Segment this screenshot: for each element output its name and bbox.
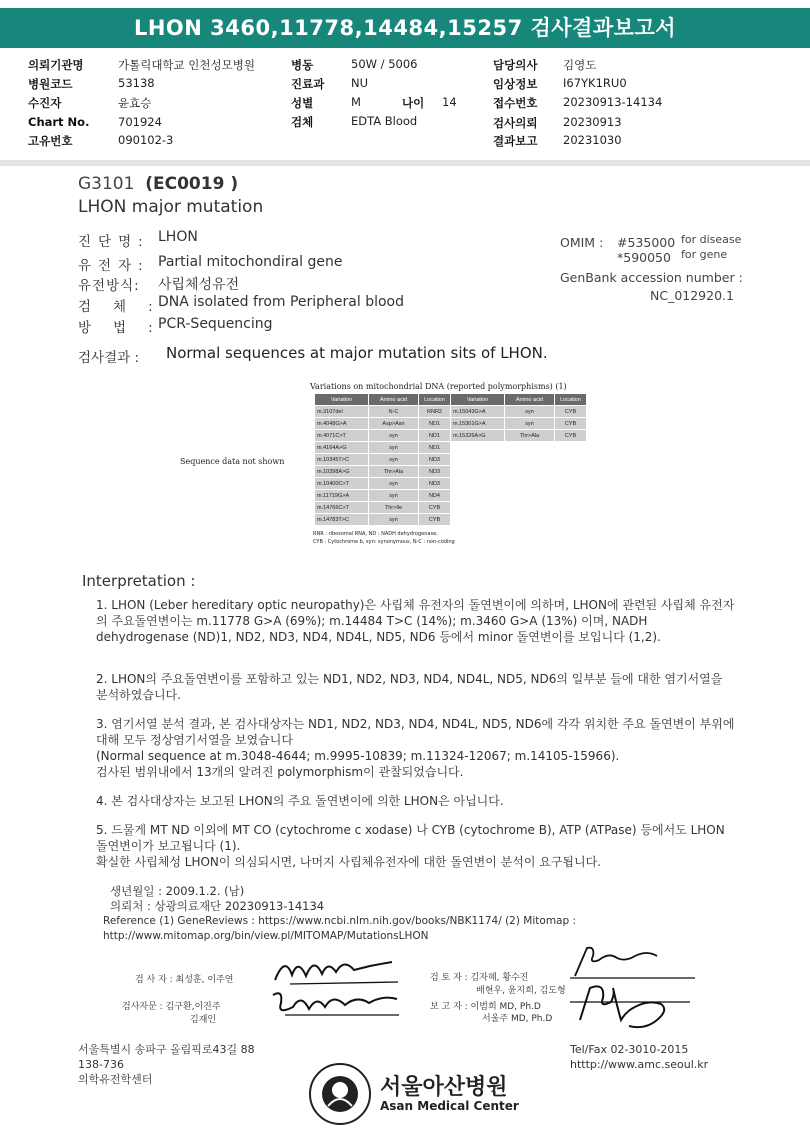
table-row xyxy=(315,418,451,430)
reference-line-1: Reference (1) GeneReviews : https://www.ncbi.nlm.nih.gov/books/NBK1174/ (2) Mitomap : xyxy=(103,915,577,927)
variation-cell: m.14766C>T xyxy=(315,502,369,514)
patient-label: 수진자 xyxy=(28,96,62,110)
variation-cell: m.15301G>A xyxy=(451,418,505,430)
patient-value: 윤효승 xyxy=(118,96,152,110)
institution-label: 의뢰기관명 xyxy=(28,58,84,72)
amino-acid-cell: syn xyxy=(369,514,419,526)
report-date-value: 20231030 xyxy=(563,133,622,147)
amino-acid-cell: syn xyxy=(505,418,555,430)
variation-cell: m.11719G>A xyxy=(315,490,369,502)
asan-foundation-seal-icon xyxy=(308,1062,372,1126)
gene-value: Partial mitochondiral gene xyxy=(158,254,343,270)
reviewer-signature xyxy=(565,942,700,982)
table-row xyxy=(315,442,451,454)
location-cell: ND3 xyxy=(419,454,451,466)
unique-no-value: 090102-3 xyxy=(118,133,174,147)
reviewer-label-2: 배현우, 윤지희, 김도형 xyxy=(476,986,566,996)
table-row xyxy=(315,466,451,478)
column-header-location: Location xyxy=(555,394,587,406)
institution-value: 가톨릭대학교 인천성모병원 xyxy=(118,58,255,72)
ward-value: 50W / 5006 xyxy=(351,57,418,71)
advisor-signature xyxy=(265,985,405,1021)
amino-acid-cell: syn xyxy=(369,430,419,442)
age-label: 나이 xyxy=(402,96,425,110)
interpretation-paragraph-5b: 확실한 사립체성 LHON이 의심되시면, 나머지 사립체유전자에 대한 돌연변이 분석이 요구됩니다. xyxy=(96,855,601,869)
doctor-label: 담당의사 xyxy=(493,58,538,72)
location-cell: CYB xyxy=(419,502,451,514)
table-row xyxy=(315,406,451,418)
location-cell: ND4 xyxy=(419,490,451,502)
variation-cell: m.15326A>G xyxy=(451,430,505,442)
address-line-2: 138-736 xyxy=(78,1058,124,1071)
sex-value: M xyxy=(351,95,361,109)
result-value: Normal sequences at major mutation sits of LHON. xyxy=(166,344,548,362)
interpretation-paragraph-2: 2. LHON의 주요돌연변이를 포함하고 있는 ND1, ND2, ND3, ND4, ND4L, ND5, ND6의 일부분 들에 대한 염기서열을 분석하였습니다. xyxy=(96,672,723,702)
table-body-right xyxy=(451,406,587,442)
omim-gene-note: for gene xyxy=(681,248,728,261)
table-footnote-line-1: RNR : ribosomal RNA, ND : NADH dehydrogenase, xyxy=(313,531,438,537)
location-cell: CYB xyxy=(555,418,587,430)
specimen-value: EDTA Blood xyxy=(351,114,418,128)
variation-cell: m.4071C>T xyxy=(315,430,369,442)
location-cell: ND3 xyxy=(419,478,451,490)
amino-acid-cell: syn xyxy=(369,454,419,466)
chart-no-value: 701924 xyxy=(118,115,162,129)
result-label: 검사결과 : xyxy=(78,350,140,366)
interpretation-paragraph-4: 4. 본 검사대상자는 보고된 LHON의 주요 돌연변이에 의한 LHON은 아닙니다. xyxy=(96,794,504,808)
variation-cell: m.4164A>G xyxy=(315,442,369,454)
polymorphism-table-left xyxy=(314,393,451,526)
hospital-logo-english: Asan Medical Center xyxy=(380,1099,519,1113)
amino-acid-cell: syn xyxy=(505,406,555,418)
location-cell: CYB xyxy=(419,514,451,526)
table-row xyxy=(315,514,451,526)
table-row xyxy=(315,490,451,502)
test-code-value: G3101 xyxy=(78,174,135,194)
polymorphism-table-right xyxy=(450,393,587,442)
table-row xyxy=(451,430,587,442)
hospital-code-value: 53138 xyxy=(118,76,155,90)
footer-contact xyxy=(570,1042,708,1072)
polymorphism-caption: Variations on mitochondrial DNA (reported polymorphisms) (1) xyxy=(310,382,567,391)
variation-cell: m.10345T>C xyxy=(315,454,369,466)
amino-acid-cell: Thr>Ala xyxy=(505,430,555,442)
column-header-variation: Variation xyxy=(451,394,505,406)
variation-cell: m.10398A>G xyxy=(315,466,369,478)
column-header-variation: Variation xyxy=(315,394,369,406)
amino-acid-cell: Asp>Asn xyxy=(369,418,419,430)
interpretation-paragraph-3a: 3. 염기서열 분석 결과, 본 검사대상자는 ND1, ND2, ND3, ND4, ND4L, ND5, ND6에 각각 위치한 주요 돌연변이 부위에 대해 모두 정상염기서열을 보였습니다 xyxy=(96,717,735,747)
variation-cell: m.4048G>A xyxy=(315,418,369,430)
advisor-label-2: 김재인 xyxy=(190,1015,217,1025)
omim-disease: #535000 xyxy=(617,235,676,250)
amino-acid-cell: Thr>Ile xyxy=(369,502,419,514)
website: htttp://www.amc.seoul.kr xyxy=(570,1058,709,1071)
location-cell: RNR2 xyxy=(419,406,451,418)
inheritance-value: 사립체성유전 xyxy=(158,277,240,293)
clinical-info-value: I67YK1RU0 xyxy=(563,76,627,90)
genbank-label: GenBank accession number : xyxy=(560,270,743,285)
reference-line-2: http://www.mitomap.org/bin/view.pl/MITOMAP/MutationsLHON xyxy=(103,930,429,942)
interpretation-paragraph-3c: 검사된 범위내에서 13개의 알려진 polymorphism이 관찰되었습니다. xyxy=(96,765,464,779)
column-header-amino-acid: Amino acid xyxy=(369,394,419,406)
requester: 의뢰처 : 상광의료재단 20230913-14134 xyxy=(110,899,325,913)
birth-date: 생년월일 : 2009.1.2. (남) xyxy=(110,884,245,898)
table-row xyxy=(315,454,451,466)
request-date-label: 검사의뢰 xyxy=(493,116,538,130)
column-header-amino-acid: Amino acid xyxy=(505,394,555,406)
table-footnote xyxy=(313,530,455,546)
column-header-location: Location xyxy=(419,394,451,406)
tel-fax: Tel/Fax 02-3010-2015 xyxy=(570,1043,689,1056)
report-date-label: 결과보고 xyxy=(493,134,538,148)
method-label: 방법: xyxy=(78,320,175,336)
department-label: 진료과 xyxy=(291,77,325,91)
table-row xyxy=(451,406,587,418)
header-divider xyxy=(0,160,810,166)
age-value: 14 xyxy=(442,95,457,109)
location-cell: ND3 xyxy=(419,466,451,478)
footer-address xyxy=(78,1042,255,1087)
report-title-banner: LHON 3460,11778,14484,15257 검사결과보고서 xyxy=(0,8,810,48)
variation-cell: m.15043G>A xyxy=(451,406,505,418)
location-cell: CYB xyxy=(555,406,587,418)
specimen-dna-value: DNA isolated from Peripheral blood xyxy=(158,294,405,310)
omim-gene: *590050 xyxy=(617,250,671,265)
variation-cell: m.3107del xyxy=(315,406,369,418)
reporter-label-2: 서울주 MD, Ph.D xyxy=(482,1014,553,1024)
interpretation-paragraph-1: 1. LHON (Leber hereditary optic neuropathy)은 사립체 유전자의 돌연변이에 의하며, LHON에 관련된 사립체 유전자의 주요돌연변이는 m.11778 G>A (69%); m.14484 T>C (14%); m.3460 G>A (13%) 이며, NADH dehydrogenase (ND)1, ND2, ND3, ND4, ND4L, ND5, ND6 등에서 minor 돌연변이를 보입니다 (1,2). xyxy=(96,598,735,644)
chart-no-label: Chart No. xyxy=(28,115,90,129)
clinical-info-label: 임상정보 xyxy=(493,77,538,91)
amino-acid-cell: syn xyxy=(369,478,419,490)
hospital-code-label: 병원코드 xyxy=(28,77,73,91)
address-line-3: 의학유전학센터 xyxy=(78,1073,153,1086)
patient-info-header xyxy=(0,52,810,156)
location-cell: CYB xyxy=(555,430,587,442)
specimen-dna-label: 검체: xyxy=(78,299,175,315)
request-date-value: 20230913 xyxy=(563,115,622,129)
doctor-value: 김영도 xyxy=(563,58,597,72)
ward-label: 병동 xyxy=(291,58,314,72)
amino-acid-cell: N-C xyxy=(369,406,419,418)
sequence-note: Sequence data not shown xyxy=(180,457,285,466)
hospital-logo-korean: 서울아산병원 xyxy=(380,1075,508,1100)
tester-signature xyxy=(270,950,400,990)
table-footnote-line-2: CYB : Cytochrome b, syn: synonymous, N-C : non-coding xyxy=(313,539,455,545)
interpretation-paragraph-5 xyxy=(96,822,736,870)
polymorphism-table-left-wrap xyxy=(314,393,451,526)
table-row xyxy=(451,418,587,430)
table-header-row xyxy=(451,394,587,406)
variation-cell: m.14783T>C xyxy=(315,514,369,526)
diagnosis-label: 진단명: xyxy=(78,234,150,250)
interpretation-paragraph-3b: (Normal sequence at m.3048-4644; m.9995-10839; m.11324-12067; m.14105-15966). xyxy=(96,749,620,763)
interpretation-heading: Interpretation : xyxy=(82,572,196,590)
inheritance-label: 유전방식: xyxy=(78,278,140,294)
amino-acid-cell: syn xyxy=(369,442,419,454)
address-line-1: 서울특별시 송파구 올림픽로43길 88 xyxy=(78,1043,255,1056)
receipt-no-value: 20230913-14134 xyxy=(563,95,663,109)
table-header-row xyxy=(315,394,451,406)
location-cell: ND1 xyxy=(419,418,451,430)
specimen-label: 검체 xyxy=(291,115,314,129)
department-value: NU xyxy=(351,76,369,90)
test-sub-code: (EC0019 ) xyxy=(145,174,239,194)
diagnosis-value: LHON xyxy=(158,229,198,245)
table-row xyxy=(315,502,451,514)
location-cell: ND1 xyxy=(419,442,451,454)
receipt-no-label: 접수번호 xyxy=(493,96,538,110)
method-value: PCR-Sequencing xyxy=(158,316,273,332)
reviewer-label: 검 토 자 : 김자혜, 황수진 xyxy=(430,973,529,983)
genbank-value: NC_012920.1 xyxy=(650,288,734,303)
unique-no-label: 고유번호 xyxy=(28,134,73,148)
location-cell: ND1 xyxy=(419,430,451,442)
test-name: LHON major mutation xyxy=(78,197,264,217)
reporter-label: 보 고 자 : 이범희 MD, Ph.D xyxy=(430,1002,541,1012)
test-code xyxy=(78,174,238,194)
gene-label: 유전자: xyxy=(78,258,150,274)
interpretation-paragraph-3 xyxy=(96,716,736,780)
omim-disease-note: for disease xyxy=(681,233,742,246)
table-row xyxy=(315,478,451,490)
variation-cell: m.10400C>T xyxy=(315,478,369,490)
omim-label: OMIM : xyxy=(560,235,604,250)
reporter-signature xyxy=(565,980,695,1040)
advisor-label: 검사자문 : 김구환,이진주 xyxy=(122,1002,221,1012)
amino-acid-cell: Thr>Ala xyxy=(369,466,419,478)
polymorphism-table-right-wrap xyxy=(450,393,587,442)
interpretation-paragraph-5a: 5. 드물게 MT ND 이외에 MT CO (cytochrome c xodase) 나 CYB (cytochrome B), ATP (ATPase) 등에서도 LHON 돌연변이가 보고됩니다 (1). xyxy=(96,823,725,853)
table-body-left xyxy=(315,406,451,526)
sex-label: 성별 xyxy=(291,96,314,110)
tester-label: 검 사 자 : 최성훈, 이주연 xyxy=(135,975,234,985)
amino-acid-cell: syn xyxy=(369,490,419,502)
table-row xyxy=(315,430,451,442)
